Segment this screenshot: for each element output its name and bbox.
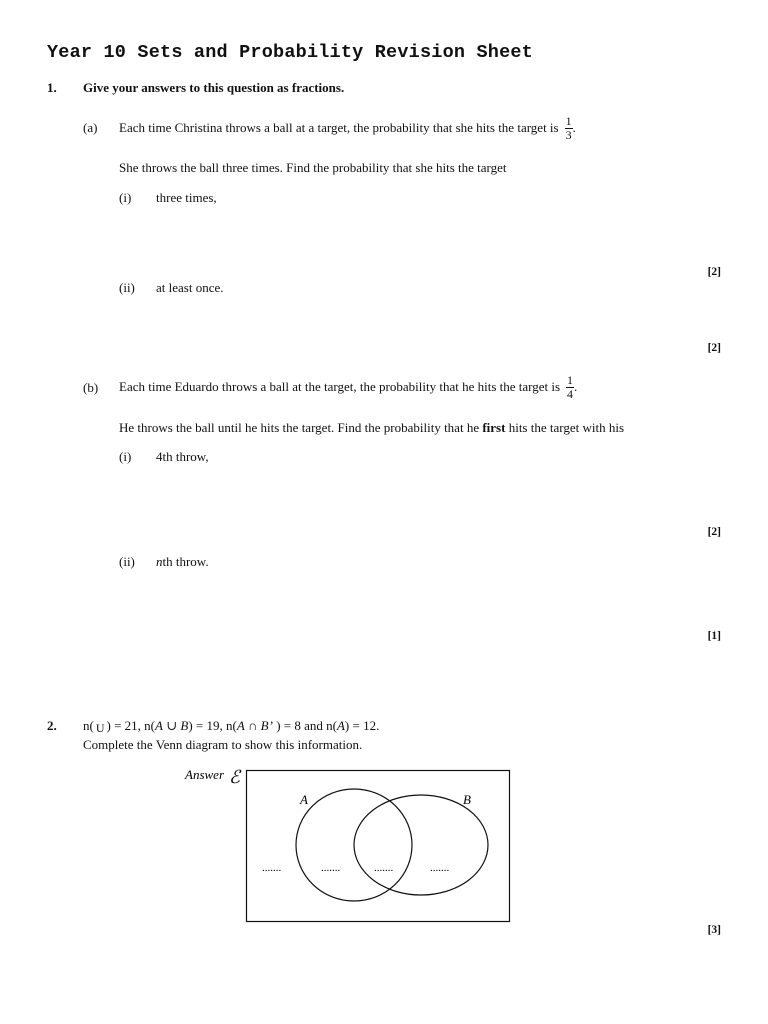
part-a-i-label: (i) [119,190,132,205]
part-b-line2-emphasis: first [482,420,506,435]
set-b-ellipse [354,795,488,895]
page-title: Year 10 Sets and Probability Revision Sheet [47,42,533,63]
given-part: ) = 19, n( [188,718,237,733]
fraction-numerator: 1 [565,113,572,128]
answer-blank-intersection[interactable]: ....... [374,862,394,874]
set-a-symbol: A [155,718,163,733]
question-1-number: 1. [47,80,57,95]
answer-blank-outside[interactable]: ....... [262,862,282,874]
part-b-line2-post: hits the target with his [508,420,625,435]
answer-blank-a-only[interactable]: ....... [321,862,341,874]
set-a-symbol: A [336,718,345,733]
fraction-denominator: 3 [565,127,572,142]
set-a-symbol: A [236,718,245,733]
union-symbol: ∪ [166,718,178,733]
given-part: ) = 12. [344,718,380,733]
question-1-instruction: Give your answers to this question as fractions. [83,80,345,95]
question-2-number: 2. [47,718,57,733]
variable-n: n [156,554,163,569]
universal-set-symbol: U [95,721,105,735]
part-b-i-marks: [2] [707,526,721,538]
answer-label: Answer [185,767,224,782]
part-b-stem-end: . [574,379,578,394]
part-b-line2-pre: He throws the ball until he hits the target. Find the probability that he [119,420,480,435]
part-a-i-marks: [2] [707,266,721,278]
given-part: ) = 21, n( [106,718,156,733]
part-b-ii-marks: [1] [707,630,721,642]
given-part: ) = 8 and n( [276,718,337,733]
set-b-label: B [463,792,471,807]
part-a-stem-end: . [572,120,576,135]
part-b-ii-text-rest: th throw. [162,554,209,569]
part-a-ii-text: at least once. [156,280,224,295]
intersection-symbol: ∩ [248,718,258,733]
part-a-i-text: three times, [156,190,217,205]
part-a-ii-label: (ii) [119,280,135,295]
fraction-numerator: 1 [567,372,574,387]
part-b-i-label: (i) [119,449,132,464]
part-b-label: (b) [83,380,99,395]
fraction-denominator: 4 [567,386,574,401]
part-a-label: (a) [83,120,98,135]
part-a-ii-marks: [2] [707,342,721,354]
part-a-stem-text: Each time Christina throws a ball at a target, the probability that she hits the target is [119,120,559,135]
universal-set-label: ℰ [229,767,240,787]
question-2-instruction: Complete the Venn diagram to show this information. [83,737,363,752]
part-a-line2: She throws the ball three times. Find the probability that she hits the target [119,160,507,175]
part-b-i-text: 4th throw, [156,449,209,464]
given-part: n( [83,718,94,733]
set-b-complement-symbol: B’ [260,718,273,733]
answer-blank-b-only[interactable]: ....... [430,862,450,874]
part-b-stem-text: Each time Eduardo throws a ball at the target, the probability that he hits the target is [119,379,561,394]
set-b-symbol: B [180,718,189,733]
question-2-marks: [3] [707,924,721,936]
part-b-ii-label: (ii) [119,554,135,569]
set-a-label: A [300,792,308,807]
